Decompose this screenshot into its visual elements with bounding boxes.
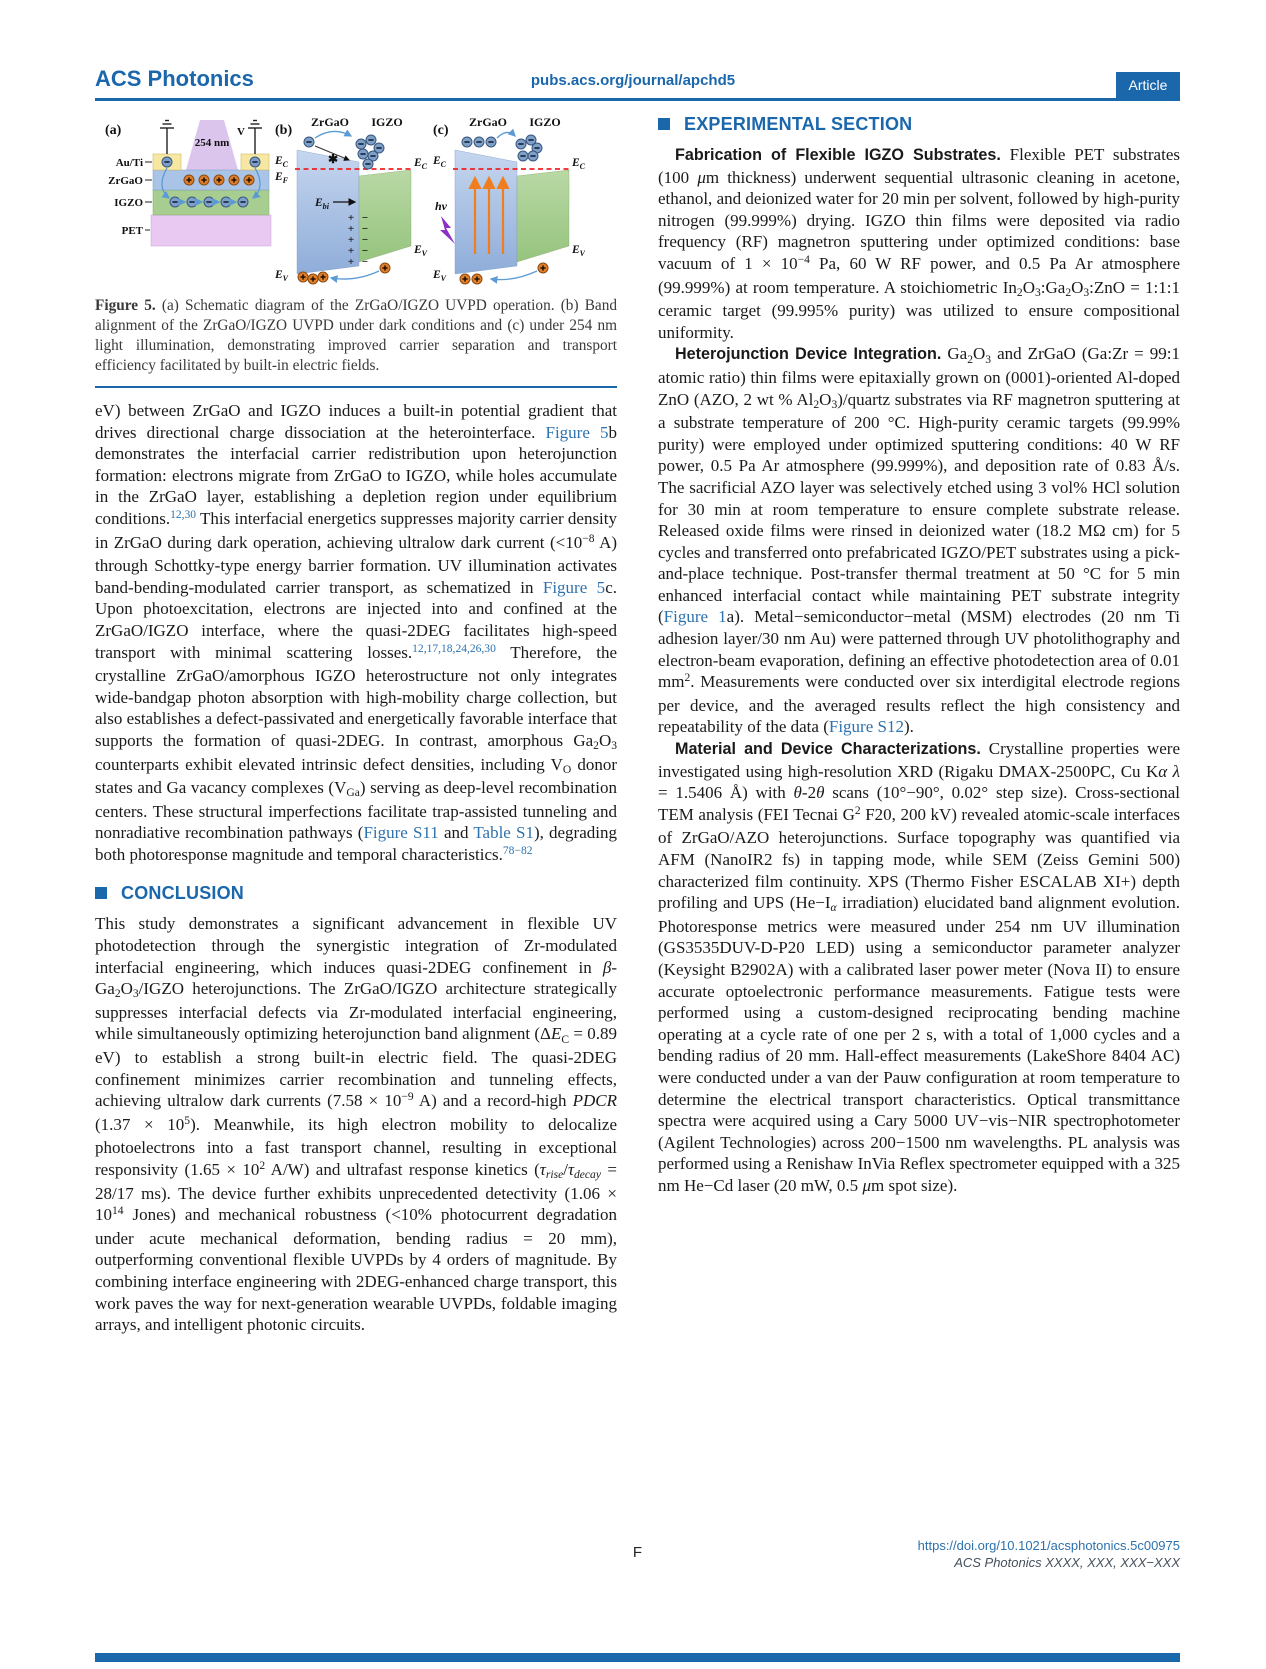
experimental-paragraph-characterizations: Material and Device Characterizations. Crystalline properties were investigated using high-resolution XRD (Rigaku DMAX-2500PC, Cu Kα λ = 1.5406 Å) with θ-2θ scans (10°−90°, 0.02° step size). Cross-sectional TEM analysis (FEI Tecnai $G^2$ F20, 200 kV) revealed atomic-scale interfaces of ZrGaO/AZO heterojunctions. Surface topography was quantified via AFM (NanoIR2 fs) in tapping mode, while SEM (Zeiss Gemini 500) characterized film continuity. XPS (Thermo Fisher ESCALAB XI+) depth profiling and UPS (He−Iα irradiation) elucidated band alignment evolution. Photoresponse metrics were measured under 254 nm UV illumination (GS3535DUV-D-P20 LED) using a semiconductor parameter analyzer (Keysight B2902A) with a calibrated laser power meter (Nova II) to ensure accurate optoelectronic performance measurements. Fatigue tests were performed using a custom-designed reciprocating bending machine operating at a cycle rate of one per 2 s, with a total of 1,000 cycles and a bending radius of 20 mm. Hall-effect measurements (LakeShore 8404 AC) were conducted under a van der Pauw configuration at room temperature to determine the electrical transport characteristics. Optical transmittance spectra were acquired using a Cary 5000 UV−vis−NIR spectrophotometer (Agilent Technologies) across 200−1500 nm wavelengths. PL analysis was performed using a Renishaw InVia Reflex spectrometer equipped with a 325 nm He−Cd laser (20 mW, 0.5 μm spot size). bbox=[658, 739, 1181, 1195]
section-marker-icon bbox=[95, 887, 107, 899]
svg-text:(c): (c) bbox=[433, 123, 449, 138]
svg-text:−: − bbox=[361, 223, 369, 235]
body-paragraph-continuation: eV) between ZrGaO and IGZO induces a built-in potential gradient that drives directional charge dissociation at the heterointerface. Figure 5b demonstrates the interfacial carrier redistribution upon heterojunction formation: electrons migrate from ZrGaO to IGZO, while holes accumulate in the ZrGaO layer, establishing a depletion region under equilibrium conditions.$^{12,30}$ This interfacial energetics suppresses majority carrier density in ZrGaO during dark operation, achieving ultralow dark current ($<10^{-8}$ A) through Schottky-type energy barrier formation. UV illumination activates band-bending-modulated carrier transport, as schematized in Figure 5c. Upon photoexcitation, electrons are injected into and confined at the ZrGaO/IGZO interface, where the quasi-2DEG facilitates high-speed transport with minimal scattering losses.$^{12,17,18,24,26,30}$ Therefore, the crystalline ZrGaO/amorphous IGZO heterostructure not only integrates wide-bandgap photon absorption with high-mobility charge collection, but also establishes a defect-passivated and energetically favorable interface that supports the formation of quasi-2DEG. In contrast, amorphous Ga2O3 counterparts exhibit elevated intrinsic defect densities, including VO donor states and Ga vacancy complexes (VGa) serving as deep-level recombination centers. These structural imperfections facilitate trap-assisted tunneling and nonradiative recombination pathways (Figure S11 and Table S1), degrading both photoresponse magnitude and temporal characteristics.$^{78-82}$ bbox=[95, 401, 618, 864]
hole-transfer-arrow bbox=[331, 271, 379, 279]
journal-url[interactable]: pubs.acs.org/journal/apchd5 bbox=[530, 72, 736, 89]
figure-caption: Figure 5. (a) Schematic diagram of the ZrGaO/IGZO UVPD operation. (b) Band alignment of the ZrGaO/IGZO UVPD under dark conditions and (c) under 254 nm light illumination, demonstrating improved carrier separation and transport efficiency facilitated by built-in electric fields. bbox=[95, 297, 617, 374]
caption-divider bbox=[95, 386, 617, 388]
doi-link[interactable]: https://doi.org/10.1021/acsphotonics.5c00975 bbox=[917, 1538, 1180, 1553]
pet-layer bbox=[151, 215, 271, 246]
experimental-paragraph-fabrication: Fabrication of Flexible IGZO Substrates. Flexible PET substrates (100 μm thickness) underwent sequential ultrasonic cleaning in acetone, ethanol, and deionized water for 20 min per solvent, followed by high-purity nitrogen (99.999%) drying. IGZO thin films were deposited via radio frequency (RF) magnetron sputtering under optimized conditions: base vacuum of $1 \times 10^{-4}$ Pa, 60 W RF power, and 0.5 Pa Ar atmosphere (99.999%) at room temperature. A stoichiometric In2O3:Ga2O3:ZnO = 1:1:1 ceramic target (99.995% purity) was utilized to ensure compositional uniformity. bbox=[658, 145, 1181, 342]
ground-symbol-icon bbox=[160, 121, 174, 155]
footer-citation-block bbox=[918, 1538, 1180, 1570]
svg-text:EC: $E_C$ bbox=[414, 157, 428, 171]
svg-text:−: − bbox=[361, 245, 369, 257]
svg-text:IGZO: IGZO bbox=[114, 197, 143, 209]
svg-text:EV: $E_V$ bbox=[414, 244, 428, 258]
svg-text:EC: $E_C$ bbox=[572, 157, 585, 171]
left-column bbox=[95, 112, 617, 1336]
figure-panel-c bbox=[432, 115, 585, 284]
article-badge: Article bbox=[1116, 72, 1180, 98]
svg-text:V: V bbox=[237, 126, 245, 138]
svg-text:+: + bbox=[347, 212, 355, 224]
photo-electrons bbox=[462, 137, 496, 147]
figure-panel-b bbox=[274, 115, 428, 284]
experimental-paragraph-heterojunction: Heterojunction Device Integration. Ga2O3 and ZrGaO (Ga:Zr = 99:1 atomic ratio) thin films were epitaxially grown on (0001)-oriented Al-doped ZnO (AZO, 2 wt % Al2O3)/quartz substrates via RF magnetron sputtering at a substrate temperature of 200 °C. High-purity ceramic targets (99.99% purity) were employed under optimized sputtering conditions: 40 W RF power, 0.5 Pa Ar atmosphere (99.999%), and deposition rate of 0.83 Å/s. The sacrificial AZO layer was selectively etched using 3 vol% HCl solution for 30 min at room temperature to ensure complete substrate release. Released oxide films were rinsed in deionized water (18.2 MΩ cm) for 5 cycles and transferred onto prefabricated IGZO/PET substrates using a pick-and-place technique. Post-transfer thermal treatment at 50 °C for 5 min enhanced interfacial contact while maintaining PET substrate integrity (Figure 1a). Metal−semiconductor−metal (MSM) electrodes (20 nm Ti adhesion layer/30 nm Au) were patterned through UV photolithography and electron-beam evaporation, defining an effective photodetection area of 0.01 $mm^2$. Measurements were conducted over six interdigital electrode regions per device, and the averaged results reflect the high consistency and repeatability of the data (Figure S12). bbox=[658, 344, 1180, 737]
svg-text:EC: $E_C$ bbox=[275, 155, 289, 169]
svg-text:+: + bbox=[347, 256, 355, 268]
svg-text:IGZO: IGZO bbox=[371, 115, 403, 129]
svg-text:Ebi: $E_{bi}$ bbox=[315, 197, 329, 211]
right-column bbox=[658, 112, 1180, 1197]
svg-text:EF: $E_F$ bbox=[275, 171, 289, 185]
svg-text:EV: $E_V$ bbox=[572, 244, 585, 258]
conclusion-heading bbox=[95, 883, 617, 904]
electron-transfer-arrow bbox=[315, 131, 351, 138]
svg-text:−: − bbox=[361, 234, 369, 246]
photon-energy-label: hν bbox=[435, 199, 447, 213]
svg-text:254 nm: 254 nm bbox=[194, 137, 230, 149]
journal-name: ACS Photonics bbox=[95, 66, 254, 91]
svg-text:ZrGaO: ZrGaO bbox=[311, 115, 349, 129]
electron bbox=[304, 137, 314, 147]
svg-text:EV: $E_V$ bbox=[433, 269, 447, 283]
svg-text:(a): (a) bbox=[105, 123, 122, 138]
svg-text:+: + bbox=[347, 223, 355, 235]
svg-text:−: − bbox=[361, 256, 369, 268]
experimental-heading bbox=[658, 114, 1180, 135]
accumulated-electrons bbox=[516, 135, 542, 161]
svg-text:+: + bbox=[347, 234, 355, 246]
hole-transfer-arrow bbox=[491, 271, 537, 280]
svg-text:Au/Ti: Au/Ti bbox=[115, 157, 143, 169]
conclusion-heading-label: CONCLUSION bbox=[121, 883, 244, 904]
footer-rule bbox=[95, 1653, 1180, 1662]
igzo-band bbox=[517, 170, 569, 262]
experimental-heading-label: EXPERIMENTAL SECTION bbox=[684, 114, 913, 134]
journal-citation: ACS Photonics XXXX, XXX, XXX−XXX bbox=[954, 1555, 1180, 1570]
accumulated-electrons bbox=[356, 135, 384, 169]
header-rule bbox=[95, 98, 1180, 101]
layer-labels bbox=[108, 157, 152, 237]
electron-transfer-arrow bbox=[497, 132, 515, 138]
svg-text:PET: PET bbox=[121, 225, 143, 237]
conclusion-paragraph: This study demonstrates a significant advancement in flexible UV photodetection through the synergistic integration of Zr-modulated interfacial engineering, which induces quasi-2DEG confinement in β-Ga2O3/IGZO heterojunctions. The ZrGaO/IGZO architecture strategically suppresses interfacial defects via Zr-modulated interfacial engineering, while simultaneously optimizing heterojunction band alignment (ΔEC = 0.89 eV) to establish a strong built-in electric field. The quasi-2DEG confinement minimizes carrier recombination and tunneling effects, achieving ultralow dark currents ($7.58 \times 10^{-9}$ A) and a record-high PDCR $(1.37 \times 10^5)$. Meanwhile, its high electron mobility to delocalize photoelectrons into a fast transport channel, resulting in exceptional responsivity ($1.65 \times 10^2$ A/W) and ultrafast response kinetics (τrise/τdecay = 28/17 ms). The device further exhibits unprecedented detectivity ($1.06 \times 10^{14}$ Jones) and mechanical robustness (<10% photocurrent degradation under acute mechanical deformation, bending radius = 20 mm), outperforming conventional flexible UVPDs by 4 orders of magnitude. By combining interface engineering with 2DEG-enhanced charge transport, this work paves the way for next-generation wearable UVPDs, foldable imaging arrays, and intelligent photonic circuits. bbox=[95, 914, 617, 1335]
svg-text:ZrGaO: ZrGaO bbox=[108, 175, 143, 187]
figure-panel-a bbox=[105, 120, 271, 246]
figure-5-graphic bbox=[97, 114, 585, 286]
svg-text:−: − bbox=[361, 212, 369, 224]
svg-text:+: + bbox=[347, 245, 355, 257]
voltage-source-icon bbox=[248, 121, 262, 155]
blocked-cross-icon: ✱ bbox=[327, 152, 339, 166]
page-number: F bbox=[632, 1544, 643, 1561]
svg-text:(b): (b) bbox=[275, 123, 293, 138]
svg-text:EC: $E_C$ bbox=[433, 155, 447, 169]
lightning-bolt-icon bbox=[440, 216, 455, 244]
svg-text:ZrGaO: ZrGaO bbox=[469, 115, 507, 129]
svg-text:IGZO: IGZO bbox=[529, 115, 561, 129]
section-marker-icon bbox=[658, 118, 670, 130]
svg-text:EV: $E_V$ bbox=[275, 269, 289, 283]
